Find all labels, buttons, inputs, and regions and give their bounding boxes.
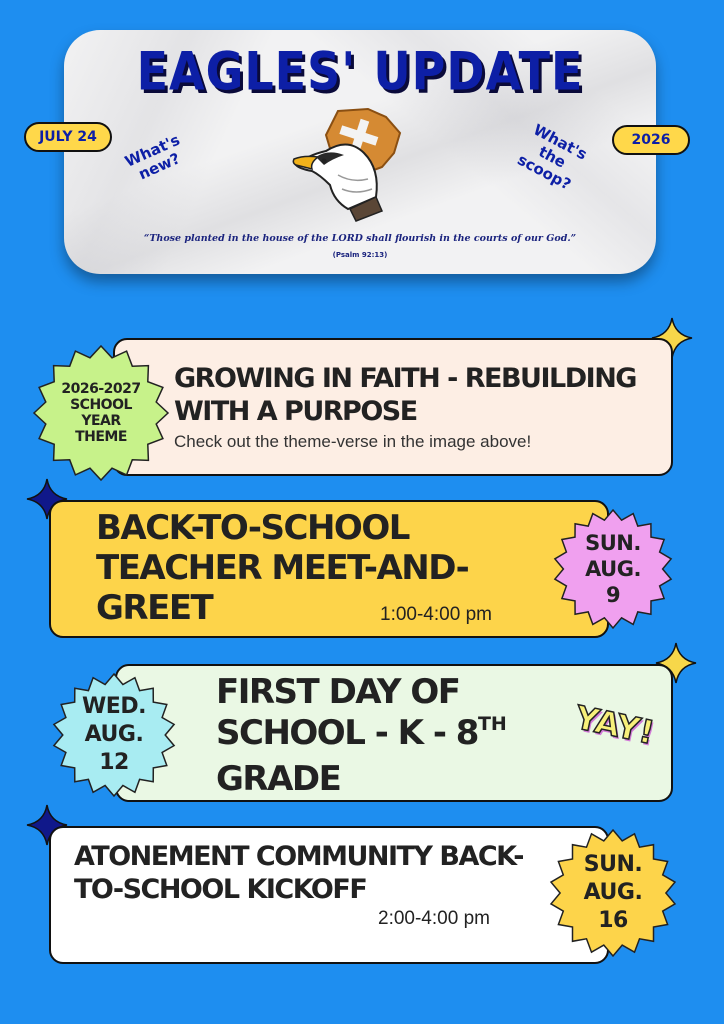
meet-greet-title: BACK-TO-SCHOOL TEACHER MEET-AND-GREET [96,508,469,628]
verse-reference: (Psalm 92:13) [332,251,388,259]
theme-verse: “Those planted in the house of the LORD shall flourish in the courts of our God.” [143,233,577,244]
theme-subtitle: Check out the theme-verse in the image above! [174,432,532,451]
first-day-date: WED. AUG. 12 [82,694,146,775]
first-day-date-badge [50,672,178,798]
meet-greet-date: SUN. AUG. 9 [585,531,641,607]
first-day-title-end: GRADE [216,759,341,799]
date-pill-right: 2026 [612,125,690,155]
kickoff-date: SUN. AUG. 16 [583,852,643,933]
note-right: What's the scoop? [514,120,591,194]
note-left: What's new? [122,130,183,184]
first-day-title-main: FIRST DAY OF SCHOOL - K - 8 [216,672,478,753]
kickoff-time: 2:00-4:00 pm [378,908,490,929]
first-day-title-sup: TH [477,713,507,735]
meet-greet-time: 1:00-4:00 pm [380,604,492,625]
kickoff-title: ATONEMENT COMMUNITY BACK-TO-SCHOOL KICKOFF [74,841,523,905]
first-day-title [216,672,576,800]
date-pill-left: JULY 24 [24,122,112,152]
meet-greet-date-badge [550,508,676,630]
newsletter-title: EAGLES' UPDATE [136,39,584,103]
eagle-cross-logo-icon [290,105,410,223]
kickoff-date-badge [546,828,680,958]
theme-badge [32,344,170,482]
theme-title: GROWING IN FAITH - REBUILDING WITH A PURPOSE [174,363,636,427]
theme-badge-text: 2026-2027 SCHOOL YEAR THEME [61,381,141,445]
yay-exclaim: YAY! [571,698,658,752]
